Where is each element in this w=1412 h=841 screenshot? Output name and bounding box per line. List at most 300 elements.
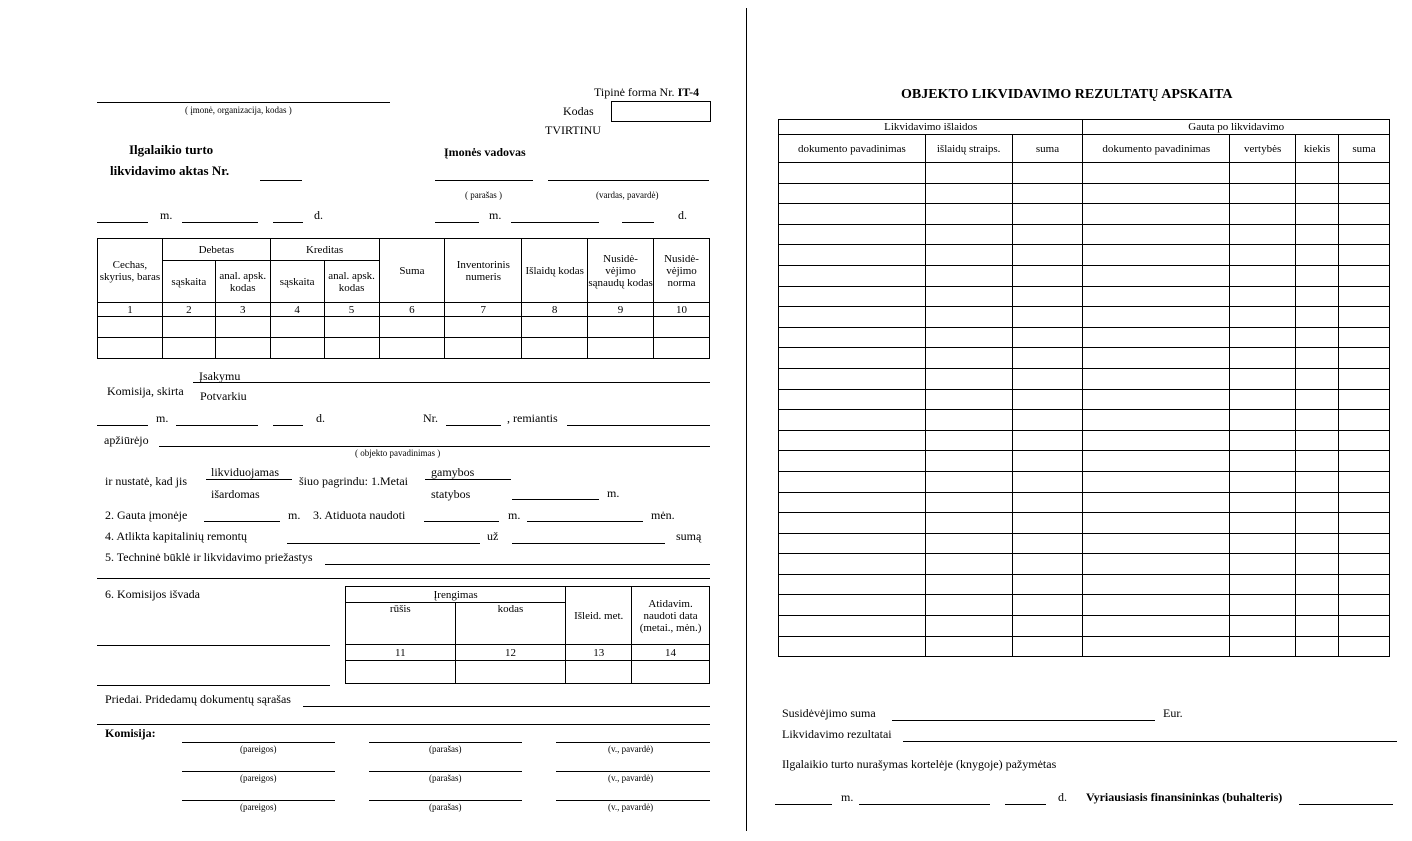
col-number: 13 [566, 645, 632, 661]
act-title-1: Ilgalaikio turto [129, 142, 214, 157]
parasas-line[interactable] [369, 800, 522, 801]
table-cell[interactable] [779, 492, 926, 513]
table-cell[interactable] [779, 616, 926, 637]
pavarde-caption: (v., pavardė) [608, 802, 654, 812]
act-title-2: likvidavimo aktas Nr. [110, 163, 230, 178]
d-label-1: d. [314, 208, 323, 222]
table-cell[interactable] [1012, 307, 1083, 328]
table-cell[interactable] [779, 224, 926, 245]
table-cell[interactable] [779, 533, 926, 554]
table-row[interactable] [779, 574, 1390, 595]
table-cell[interactable] [779, 430, 926, 451]
table-cell[interactable] [925, 163, 1012, 184]
table-cell[interactable] [1083, 574, 1230, 595]
parasas-caption: ( parašas ) [465, 190, 502, 200]
table-cell[interactable] [925, 533, 1012, 554]
table-cell[interactable] [1339, 430, 1390, 451]
atiduota-year-line[interactable] [424, 521, 499, 522]
table-cell[interactable] [1083, 224, 1230, 245]
table-row[interactable] [779, 492, 1390, 513]
table-cell[interactable] [779, 389, 926, 410]
year-line-1[interactable] [97, 222, 148, 223]
col-number: 12 [455, 645, 566, 661]
year-line-2[interactable] [435, 222, 479, 223]
table-cell[interactable] [1083, 163, 1230, 184]
pareigos-line[interactable] [182, 800, 335, 801]
pavarde-line[interactable] [556, 800, 710, 801]
tvirtinu-label: TVIRTINU [545, 123, 601, 137]
parasas-caption: (parašas) [429, 744, 462, 754]
table-cell[interactable] [1230, 245, 1296, 266]
table-cell[interactable] [1296, 245, 1339, 266]
option-divider [206, 479, 292, 480]
table-cell[interactable] [925, 554, 1012, 575]
table-cell[interactable] [1012, 533, 1083, 554]
section-line [97, 578, 710, 579]
accounting-table [97, 238, 710, 359]
table-cell[interactable] [779, 368, 926, 389]
table-cell[interactable] [925, 574, 1012, 595]
table-cell[interactable] [1230, 286, 1296, 307]
table-row[interactable] [779, 307, 1390, 328]
vyr-signature-line[interactable] [1299, 804, 1393, 805]
table-cell[interactable] [925, 265, 1012, 286]
month-line-5[interactable] [859, 804, 990, 805]
remontu-line[interactable] [287, 543, 480, 544]
table-cell[interactable] [779, 245, 926, 266]
table-cell[interactable] [1083, 616, 1230, 637]
table-cell[interactable] [1230, 430, 1296, 451]
table-cell[interactable] [1230, 492, 1296, 513]
table-cell[interactable] [1339, 451, 1390, 472]
table-cell[interactable] [779, 513, 926, 534]
day-line-5[interactable] [1005, 804, 1046, 805]
table-cell[interactable] [1339, 163, 1390, 184]
table-cell[interactable] [1296, 554, 1339, 575]
table-cell[interactable] [1083, 307, 1230, 328]
table-cell[interactable] [1012, 595, 1083, 616]
table-row[interactable] [779, 451, 1390, 472]
table-cell[interactable] [1339, 616, 1390, 637]
remiantis-line[interactable] [567, 425, 710, 426]
day-line-2[interactable] [622, 222, 654, 223]
table-cell[interactable] [1339, 389, 1390, 410]
name-line[interactable] [548, 180, 709, 181]
table-row[interactable] [779, 204, 1390, 225]
table-cell[interactable] [1083, 430, 1230, 451]
table-cell[interactable] [1230, 513, 1296, 534]
table-cell[interactable] [1230, 595, 1296, 616]
technine-label: 5. Techninė būklė ir likvidavimo priežastys [105, 550, 313, 564]
table-cell[interactable] [1012, 204, 1083, 225]
table-cell[interactable] [1296, 513, 1339, 534]
table-row[interactable] [779, 286, 1390, 307]
objekto-caption: ( objekto pavadinimas ) [355, 448, 441, 458]
table-cell[interactable] [1230, 327, 1296, 348]
table-cell[interactable] [1083, 595, 1230, 616]
table-cell[interactable] [1296, 368, 1339, 389]
header-likv-islaidos: Likvidavimo išlaidos [779, 120, 1083, 135]
table-cell[interactable] [1012, 430, 1083, 451]
isakymu-line[interactable] [193, 382, 710, 383]
m-label-7: m. [841, 790, 854, 804]
table-row[interactable] [779, 163, 1390, 184]
table-cell[interactable] [779, 163, 926, 184]
likviduojamas-option[interactable]: likviduojamas [211, 465, 279, 479]
table-row[interactable] [779, 327, 1390, 348]
act-number-line[interactable] [260, 180, 302, 181]
nr-line[interactable] [446, 425, 501, 426]
siuo-pagrindu-label: šiuo pagrindu: 1.Metai [299, 474, 408, 488]
table-cell[interactable] [1083, 327, 1230, 348]
table-cell[interactable] [1296, 183, 1339, 204]
table-cell[interactable] [1012, 265, 1083, 286]
table-cell[interactable] [1083, 513, 1230, 534]
komisija-skirta-label: Komisija, skirta [107, 384, 184, 398]
table-cell[interactable] [1339, 224, 1390, 245]
table-row[interactable] [779, 471, 1390, 492]
table-cell[interactable] [1083, 204, 1230, 225]
month-line-1[interactable] [182, 222, 258, 223]
table-cell[interactable] [779, 327, 926, 348]
day-line-1[interactable] [273, 222, 303, 223]
d-label-3: d. [316, 411, 325, 425]
month-line-3[interactable] [176, 425, 258, 426]
table-cell[interactable] [1296, 224, 1339, 245]
table-cell[interactable] [1339, 410, 1390, 431]
table-cell[interactable] [1083, 368, 1230, 389]
table-cell[interactable] [779, 204, 926, 225]
ir-nustate-label: ir nustatė, kad jis [105, 474, 187, 488]
table-cell[interactable] [925, 430, 1012, 451]
col-number: 14 [632, 645, 710, 661]
table-cell[interactable] [1296, 574, 1339, 595]
table-cell[interactable] [1083, 410, 1230, 431]
table-cell[interactable] [779, 595, 926, 616]
vardas-caption: (vardas, pavardė) [596, 190, 659, 200]
table-row[interactable] [98, 317, 710, 338]
header-atidavim: Atidavim. naudoti data (metai., mėn.) [632, 587, 710, 645]
table-cell[interactable] [1296, 492, 1339, 513]
table-row[interactable] [779, 430, 1390, 451]
table-cell[interactable] [1012, 389, 1083, 410]
header-rusis: rūšis [346, 603, 456, 645]
suma-label: sumą [676, 529, 702, 543]
table-cell[interactable] [1296, 265, 1339, 286]
table-cell[interactable] [925, 183, 1012, 204]
table-cell[interactable] [1296, 410, 1339, 431]
table-cell[interactable] [1230, 554, 1296, 575]
table-cell[interactable] [925, 616, 1012, 637]
table-cell[interactable] [925, 245, 1012, 266]
table-cell[interactable] [925, 471, 1012, 492]
table-row[interactable] [346, 661, 710, 684]
header-suma: Suma [379, 239, 445, 303]
pavarde-line[interactable] [556, 742, 710, 743]
table-row[interactable] [779, 265, 1390, 286]
parasas-caption: (parašas) [429, 773, 462, 783]
kodas-field[interactable] [611, 101, 711, 122]
table-cell[interactable] [925, 368, 1012, 389]
table-row[interactable] [779, 183, 1390, 204]
table-row[interactable] [779, 636, 1390, 657]
table-cell[interactable] [1083, 245, 1230, 266]
table-cell[interactable] [1339, 574, 1390, 595]
table-cell[interactable] [1339, 471, 1390, 492]
header-kodas: kodas [455, 603, 566, 645]
table-row[interactable] [779, 410, 1390, 431]
day-line-3[interactable] [273, 425, 303, 426]
d-label-2: d. [678, 208, 687, 222]
priedai-label: Priedai. Pridedamų dokumentų sąrašas [105, 692, 291, 706]
header-islaidu-straips: išlaidų straips. [925, 135, 1012, 163]
table-cell[interactable] [1012, 224, 1083, 245]
table-cell[interactable] [1296, 533, 1339, 554]
table-cell[interactable] [925, 513, 1012, 534]
company-line [97, 102, 390, 103]
table-cell[interactable] [925, 348, 1012, 369]
col-number: 2 [162, 303, 215, 317]
table-cell[interactable] [1339, 595, 1390, 616]
table-cell[interactable] [925, 327, 1012, 348]
table-row[interactable] [779, 348, 1390, 369]
table-cell[interactable] [925, 204, 1012, 225]
table-cell[interactable] [1012, 327, 1083, 348]
table-cell[interactable] [1339, 348, 1390, 369]
table-cell[interactable] [1230, 224, 1296, 245]
table-cell[interactable] [1230, 616, 1296, 637]
header-dok-pav-2: dokumento pavadinimas [1083, 135, 1230, 163]
table-cell[interactable] [1012, 183, 1083, 204]
table-cell[interactable] [1230, 368, 1296, 389]
table-cell[interactable] [1012, 492, 1083, 513]
table-cell[interactable] [1230, 574, 1296, 595]
table-row[interactable] [779, 616, 1390, 637]
table-row[interactable] [779, 368, 1390, 389]
table-cell[interactable] [1012, 471, 1083, 492]
table-cell[interactable] [1339, 636, 1390, 657]
table-cell[interactable] [1083, 636, 1230, 657]
table-cell[interactable] [1339, 554, 1390, 575]
month-line-2[interactable] [511, 222, 599, 223]
susidevejimo-label: Susidėvėjimo suma [782, 706, 876, 720]
priedai-line-2[interactable] [97, 724, 710, 725]
table-cell[interactable] [779, 410, 926, 431]
table-row[interactable] [779, 513, 1390, 534]
isvada-line-1[interactable] [97, 645, 330, 646]
m-label-3: m. [156, 411, 169, 425]
table-cell[interactable] [1230, 204, 1296, 225]
table-cell[interactable] [925, 492, 1012, 513]
gauta-label: 2. Gauta įmonėje [105, 508, 188, 522]
table-cell[interactable] [1296, 204, 1339, 225]
men-label: mėn. [651, 508, 675, 522]
table-row[interactable] [779, 533, 1390, 554]
isvada-line-2[interactable] [97, 685, 330, 686]
table-cell[interactable] [1230, 410, 1296, 431]
table-row[interactable] [779, 245, 1390, 266]
table-cell[interactable] [1012, 554, 1083, 575]
signature-line[interactable] [435, 180, 533, 181]
table-cell[interactable] [779, 183, 926, 204]
table-cell[interactable] [1012, 513, 1083, 534]
table-cell[interactable] [1230, 265, 1296, 286]
table-cell[interactable] [1296, 430, 1339, 451]
table-cell[interactable] [779, 307, 926, 328]
statybos-option[interactable]: statybos [431, 487, 471, 501]
table-cell[interactable] [779, 265, 926, 286]
table-cell[interactable] [1296, 451, 1339, 472]
table-cell[interactable] [1083, 348, 1230, 369]
pavarde-line[interactable] [556, 771, 710, 772]
col-number: 4 [270, 303, 324, 317]
table-cell[interactable] [925, 389, 1012, 410]
table-cell[interactable] [779, 471, 926, 492]
table-cell[interactable] [1083, 554, 1230, 575]
parasas-line[interactable] [369, 742, 522, 743]
header-kreditas: Kreditas [270, 239, 379, 261]
header-suma: suma [1012, 135, 1083, 163]
table-cell[interactable] [1296, 616, 1339, 637]
year-line-4[interactable] [512, 499, 599, 500]
table-cell[interactable] [1339, 183, 1390, 204]
table-cell[interactable] [1012, 410, 1083, 431]
susidevejimo-line[interactable] [892, 720, 1155, 721]
year-line-5[interactable] [775, 804, 832, 805]
rezultatai-label: Likvidavimo rezultatai [782, 727, 892, 741]
priedai-line[interactable] [303, 706, 710, 707]
atiduota-month-line[interactable] [527, 521, 643, 522]
table-cell[interactable] [1012, 616, 1083, 637]
table-cell[interactable] [1296, 595, 1339, 616]
table-cell[interactable] [1230, 183, 1296, 204]
table-cell[interactable] [1296, 307, 1339, 328]
table-cell[interactable] [1083, 533, 1230, 554]
remiantis-label: , remiantis [507, 411, 558, 425]
isardomas-option[interactable]: išardomas [211, 487, 260, 501]
table-cell[interactable] [779, 554, 926, 575]
table-cell[interactable] [779, 286, 926, 307]
gamybos-option[interactable]: gamybos [431, 465, 475, 479]
table-cell[interactable] [1296, 286, 1339, 307]
table-row[interactable] [779, 389, 1390, 410]
table-cell[interactable] [925, 224, 1012, 245]
table-cell[interactable] [1296, 163, 1339, 184]
table-cell[interactable] [779, 636, 926, 657]
form-type: Tipinė forma Nr. IT-4 [594, 85, 700, 99]
table-cell[interactable] [1339, 513, 1390, 534]
table-cell[interactable] [1230, 533, 1296, 554]
table-row[interactable] [779, 595, 1390, 616]
table-cell[interactable] [1012, 451, 1083, 472]
table-cell[interactable] [1012, 163, 1083, 184]
header-inventorinis: Inventorinis numeris [445, 239, 522, 303]
table-cell[interactable] [1230, 307, 1296, 328]
table-cell[interactable] [1012, 574, 1083, 595]
imones-vadovas-label: Įmonės vadovas [444, 145, 526, 159]
table-cell[interactable] [1012, 348, 1083, 369]
table-cell[interactable] [1012, 245, 1083, 266]
nurasymas-label: Ilgalaikio turto nurašymas kortelėje (knygoje) pažymėtas [782, 757, 1057, 771]
table-cell[interactable] [1339, 368, 1390, 389]
header-kredit-anal: anal. apsk. kodas [324, 261, 379, 303]
table-cell[interactable] [1230, 348, 1296, 369]
table-cell[interactable] [925, 636, 1012, 657]
table-row[interactable] [779, 224, 1390, 245]
table-cell[interactable] [1012, 636, 1083, 657]
table-cell[interactable] [1230, 471, 1296, 492]
komisija-label: Komisija: [105, 726, 156, 740]
col-number: 7 [445, 303, 522, 317]
table-cell[interactable] [779, 574, 926, 595]
table-cell[interactable] [1083, 183, 1230, 204]
table-row[interactable] [779, 554, 1390, 575]
table-cell[interactable] [925, 451, 1012, 472]
table-cell[interactable] [1339, 327, 1390, 348]
table-cell[interactable] [1083, 492, 1230, 513]
table-cell[interactable] [1339, 307, 1390, 328]
pareigos-caption: (pareigos) [240, 773, 277, 783]
objektas-line[interactable] [159, 446, 710, 447]
table-cell[interactable] [925, 307, 1012, 328]
pareigos-line[interactable] [182, 771, 335, 772]
rezultatai-line[interactable] [903, 741, 1397, 742]
table-cell[interactable] [1339, 533, 1390, 554]
table-cell[interactable] [1012, 286, 1083, 307]
table-cell[interactable] [1230, 451, 1296, 472]
table-cell[interactable] [925, 595, 1012, 616]
table-cell[interactable] [1230, 389, 1296, 410]
table-cell[interactable] [1296, 636, 1339, 657]
d-label-5: d. [1058, 790, 1067, 804]
table-cell[interactable] [1339, 286, 1390, 307]
eur-label: Eur. [1163, 706, 1183, 720]
table-cell[interactable] [1296, 348, 1339, 369]
table-cell[interactable] [1339, 265, 1390, 286]
table-cell[interactable] [925, 410, 1012, 431]
gauta-year-line[interactable] [204, 521, 280, 522]
option-divider [425, 479, 511, 480]
parasas-line[interactable] [369, 771, 522, 772]
header-nusid-norma: Nusidė- vėjimo norma [654, 239, 710, 303]
table-cell[interactable] [1339, 204, 1390, 225]
table-cell[interactable] [1339, 492, 1390, 513]
table-cell[interactable] [1012, 368, 1083, 389]
table-cell[interactable] [1230, 636, 1296, 657]
table-cell[interactable] [779, 348, 926, 369]
table-cell[interactable] [1083, 265, 1230, 286]
pareigos-line[interactable] [182, 742, 335, 743]
table-cell[interactable] [1083, 451, 1230, 472]
table-cell[interactable] [925, 286, 1012, 307]
table-cell[interactable] [1083, 389, 1230, 410]
table-row[interactable] [98, 338, 710, 359]
potvarkiu-label: Potvarkiu [200, 389, 247, 403]
table-cell[interactable] [779, 451, 926, 472]
table-cell[interactable] [1339, 245, 1390, 266]
table-cell[interactable] [1296, 327, 1339, 348]
table-cell[interactable] [1083, 471, 1230, 492]
table-cell[interactable] [1296, 389, 1339, 410]
technine-line[interactable] [325, 564, 710, 565]
header-vertybes: vertybės [1230, 135, 1296, 163]
table-cell[interactable] [1230, 163, 1296, 184]
col-number: 1 [98, 303, 163, 317]
year-line-3[interactable] [97, 425, 148, 426]
table-cell[interactable] [1296, 471, 1339, 492]
table-cell[interactable] [1083, 286, 1230, 307]
suma-line[interactable] [512, 543, 665, 544]
